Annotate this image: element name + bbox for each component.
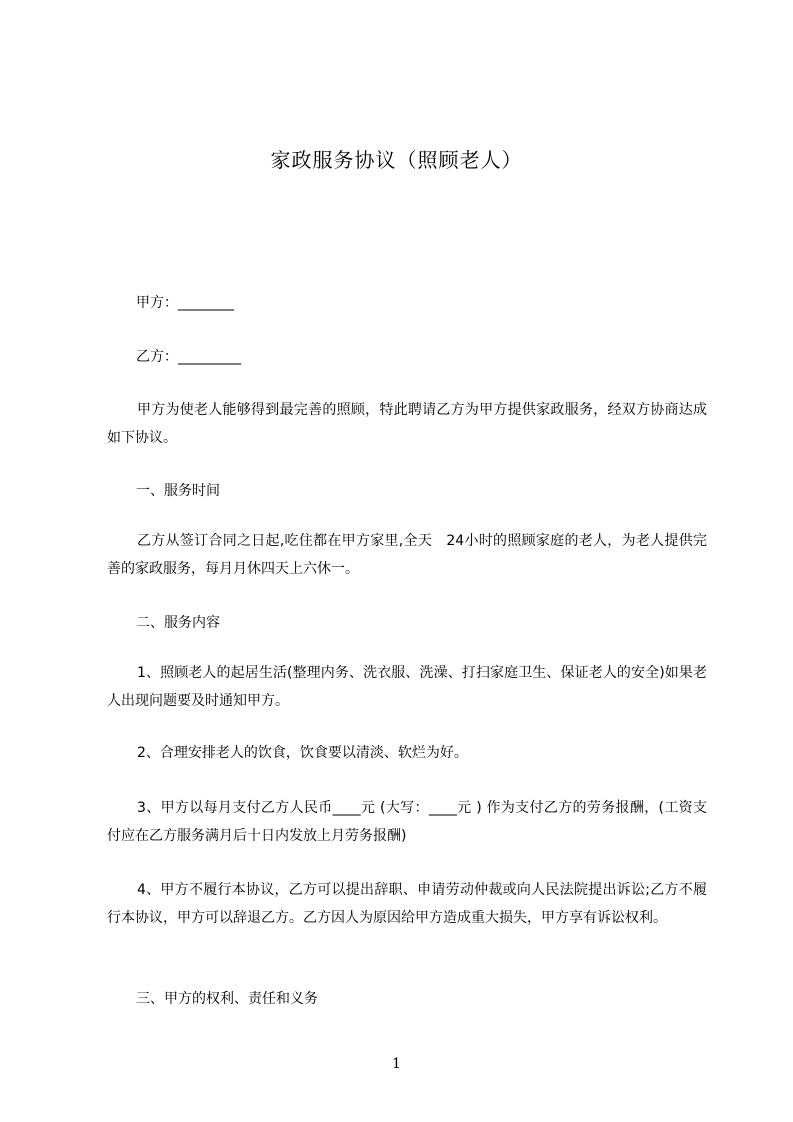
intro-paragraph: 甲方为使老人能够得到最完善的照顾，特此聘请乙方为甲方提供家政服务，经双方协商达成如下协议。 [107, 402, 707, 446]
service-item-3: 3、甲方以每月支付乙方人民币____元 (大写：____元 ) 作为支付乙方的劳务报酬，(工资支付应在乙方服务满月后十日内发放上月劳务报酬) [107, 800, 707, 844]
document-title: 家政服务协议（照顾老人） [270, 148, 523, 172]
service-item-4: 4、甲方不履行本协议，乙方可以提出辞职、申请劳动仲裁或向人民法院提出诉讼;乙方不履行本协议，甲方可以辞退乙方。乙方因人为原因给甲方造成重大损失，甲方享有诉讼权利。 [107, 882, 707, 926]
section-1-heading: 一、服务时间 [136, 483, 220, 499]
page-number: 1 [392, 1056, 401, 1072]
section-2-heading: 二、服务内容 [136, 615, 220, 631]
section-3-heading: 三、甲方的权利、责任和义务 [136, 991, 318, 1007]
party-a-line: 甲方：________ [136, 295, 234, 311]
service-item-1: 1、照顾老人的起居生活(整理内务、洗衣服、洗澡、打扫家庭卫生、保证老人的安全)如果老人出现问题要及时通知甲方。 [107, 665, 707, 709]
service-item-2: 2、合理安排老人的饮食，饮食要以清淡、软烂为好。 [137, 745, 468, 761]
party-b-line: 乙方：_________ [136, 349, 241, 365]
section-1-text: 乙方从签订合同之日起,吃住都在甲方家里,全天 24小时的照顾家庭的老人，为老人提供完善的家政服务，每月月休四天上六休一。 [107, 533, 707, 577]
